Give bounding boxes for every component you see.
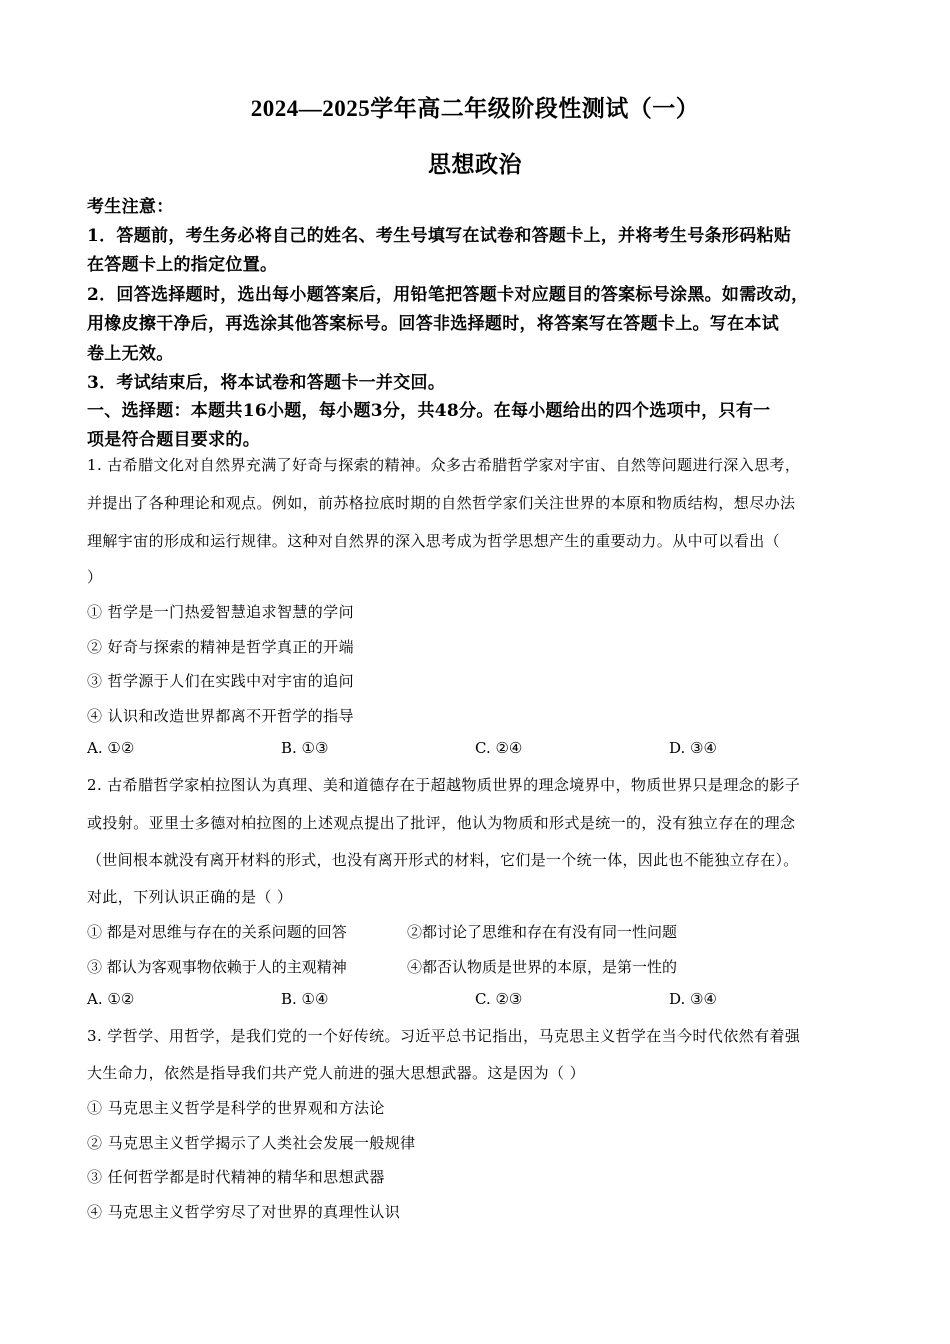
question-3-item: ③ 任何哲学都是时代精神的精华和思想武器 [87,1168,385,1186]
question-1-option-d: D. ③④ [669,739,717,757]
question-1-item: ① 哲学是一门热爱智慧追求智慧的学问 [87,603,354,621]
exam-title: 2024—2025学年高二年级阶段性测试（一） [250,96,700,121]
question-1-item: ③ 哲学源于人们在实践中对宇宙的追问 [87,672,354,690]
notice-line: 用橡皮擦干净后，再选涂其他答案标号。回答非选择题时，将答案写在答题卡上。写在本试 [87,314,779,334]
question-2-stem: （世间根本就没有离开材料的形式，也没有离开形式的材料，它们是一个统一体，因此也不能独立存在）。 [87,851,799,869]
question-2-item: ④都否认物质是世界的本原，是第一性的 [407,958,678,976]
question-3-item: ② 马克思主义哲学揭示了人类社会发展一般规律 [87,1134,416,1152]
notice-line: 3．考试结束后，将本试卷和答题卡一并交回。 [87,373,446,393]
section-heading: 项是符合题目要求的。 [87,430,260,450]
question-1-option-b: B. ①③ [281,739,329,757]
question-2-stem: 对此，下列认识正确的是（ ） [87,888,293,906]
question-2-option-d: D. ③④ [669,990,717,1008]
question-2-item: ②都讨论了思维和存在有没有同一性问题 [407,923,678,941]
question-1-item: ④ 认识和改造世界都离不开哲学的指导 [87,707,354,725]
notice-heading: 考生注意： [87,197,174,217]
notice-line: 2．回答选择题时，选出每小题答案后，用铅笔把答题卡对应题目的答案标号涂黑。如需改动， [87,285,809,305]
notice-line: 卷上无效。 [87,344,174,364]
question-2-option-b: B. ①④ [281,990,329,1008]
question-1-stem: 1. 古希腊文化对自然界充满了好奇与探索的精神。众多古希腊哲学家对宇宙、自然等问题进行深入思考， [87,456,801,474]
question-2-item: ③ 都认为客观事物依赖于人的主观精神 [87,958,347,976]
question-2-item: ① 都是对思维与存在的关系问题的回答 [87,923,347,941]
question-1-option-a: A. ①② [87,739,135,757]
question-1-item: ② 好奇与探索的精神是哲学真正的开端 [87,638,354,656]
exam-subject: 思想政治 [428,152,522,177]
question-1-stem: 并提出了各种理论和观点。例如，前苏格拉底时期的自然哲学家们关注世界的本原和物质结构，想尽办法 [87,494,796,512]
notice-line: 在答题卡上的指定位置。 [87,255,278,275]
question-3-stem: 大生命力，依然是指导我们共产党人前进的强大思想武器。这是因为（ ） [87,1064,585,1082]
question-1-stem: 理解宇宙的形成和运行规律。这种对自然界的深入思考成为哲学思想产生的重要动力。从中可以看出（ [87,532,781,550]
section-heading: 一、选择题：本题共16小题，每小题3分，共48分。在每小题给出的四个选项中，只有一 [87,401,771,421]
question-3-item: ① 马克思主义哲学是科学的世界观和方法论 [87,1099,385,1117]
question-1-stem: ） [87,568,103,586]
question-2-option-a: A. ①② [87,990,135,1008]
question-2-stem: 或投射。亚里士多德对柏拉图的上述观点提出了批评，他认为物质和形式是统一的，没有独立存在的理念 [87,814,796,832]
question-2-option-c: C. ②③ [475,990,523,1008]
question-3-stem: 3. 学哲学、用哲学，是我们党的一个好传统。习近平总书记指出，马克思主义哲学在当今时代依然有着强 [87,1027,801,1045]
question-3-item: ④ 马克思主义哲学穷尽了对世界的真理性认识 [87,1203,401,1221]
question-1-option-c: C. ②④ [475,739,523,757]
notice-line: 1．答题前，考生务必将自己的姓名、考生号填写在试卷和答题卡上，并将考生号条形码粘贴 [87,226,792,246]
question-2-stem: 2. 古希腊哲学家柏拉图认为真理、美和道德存在于超越物质世界的理念境界中，物质世界只是理念的影子 [87,776,801,794]
